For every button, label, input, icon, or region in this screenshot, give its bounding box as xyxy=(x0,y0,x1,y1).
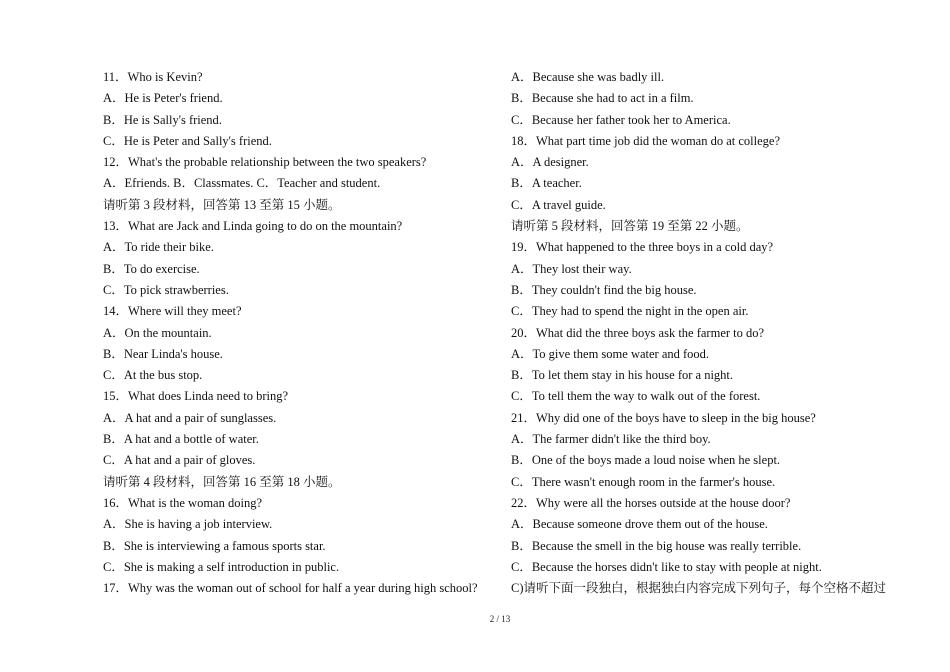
question-19: 19．What happened to the three boys in a cold day? xyxy=(511,240,774,255)
right-column xyxy=(511,67,931,599)
option-22-a: A．Because someone drove them out of the house. xyxy=(511,517,768,532)
option-15-c: C．A hat and a pair of gloves. xyxy=(103,453,256,468)
option-19-a: A．They lost their way. xyxy=(511,261,632,276)
option-13-c: C．To pick strawberries. xyxy=(103,282,229,297)
question-14: 14．Where will they meet? xyxy=(103,304,242,319)
option-18-c: C．A travel guide. xyxy=(511,197,606,212)
option-17-a: A．Because she was badly ill. xyxy=(511,70,665,84)
option-14-a: A．On the mountain. xyxy=(103,325,212,340)
question-17: 17．Why was the woman out of school for half a year during high school? xyxy=(103,581,478,596)
option-18-a: A．A designer. xyxy=(511,155,589,170)
option-16-a: A．She is having a job interview. xyxy=(103,517,273,532)
option-22-b: B．Because the smell in the big house was really terrible. xyxy=(511,538,802,553)
option-21-b: B．One of the boys made a loud noise when he slept. xyxy=(511,453,781,468)
question-15: 15．What does Linda need to bring? xyxy=(103,389,289,404)
option-14-b: B．Near Linda's house. xyxy=(103,346,223,361)
option-15-a: A．A hat and a pair of sunglasses. xyxy=(103,410,277,425)
section-instruction-c: C)请听下面一段独白，根据独白内容完成下列句子，每个空格不超过 xyxy=(511,581,887,596)
option-19-c: C．They had to spend the night in the open air. xyxy=(511,304,749,319)
option-20-c: C．To tell them the way to walk out of the forest. xyxy=(511,389,761,404)
option-20-a: A．To give them some water and food. xyxy=(511,346,710,361)
option-20-b: B．To let them stay in his house for a night. xyxy=(511,368,734,383)
option-17-b: B．Because she had to act in a film. xyxy=(511,91,694,106)
option-11-c: C．He is Peter and Sally's friend. xyxy=(103,133,272,148)
option-19-b: B．They couldn't find the big house. xyxy=(511,282,697,297)
option-15-b: B．A hat and a bottle of water. xyxy=(103,432,259,447)
question-18: 18．What part time job did the woman do at college? xyxy=(511,133,781,148)
section-instruction-3: 请听第 3 段材料，回答第 13 至第 15 小题。 xyxy=(103,197,341,212)
option-13-a: A．To ride their bike. xyxy=(103,240,214,255)
option-17-c: C．Because her father took her to America. xyxy=(511,112,731,127)
option-11-b: B．He is Sally's friend. xyxy=(103,112,222,127)
left-column xyxy=(103,67,503,599)
option-21-c: C．There wasn't enough room in the farmer's house. xyxy=(511,474,776,489)
options-12: A．Efriends. B．Classmates. C．Teacher and student. xyxy=(103,176,381,191)
option-16-b: B．She is interviewing a famous sports star. xyxy=(103,538,326,553)
option-13-b: B．To do exercise. xyxy=(103,261,200,276)
question-11: 11．Who is Kevin? xyxy=(103,70,203,84)
question-22: 22．Why were all the horses outside at the house door? xyxy=(511,495,791,510)
question-21: 21．Why did one of the boys have to sleep in the big house? xyxy=(511,410,816,425)
option-16-c: C．She is making a self introduction in public. xyxy=(103,559,340,574)
question-20: 20．What did the three boys ask the farmer to do? xyxy=(511,325,765,340)
question-12: 12．What's the probable relationship between the two speakers? xyxy=(103,155,427,170)
option-11-a: A．He is Peter's friend. xyxy=(103,91,223,106)
section-instruction-4: 请听第 4 段材料，回答第 16 至第 18 小题。 xyxy=(103,474,341,489)
option-22-c: C．Because the horses didn't like to stay with people at night. xyxy=(511,559,822,574)
page-number: 2 / 13 xyxy=(489,614,511,624)
option-18-b: B．A teacher. xyxy=(511,176,582,191)
option-14-c: C．At the bus stop. xyxy=(103,368,203,383)
question-13: 13．What are Jack and Linda going to do on the mountain? xyxy=(103,219,403,234)
question-16: 16．What is the woman doing? xyxy=(103,495,262,510)
section-instruction-5: 请听第 5 段材料，回答第 19 至第 22 小题。 xyxy=(511,219,749,234)
option-21-a: A．The farmer didn't like the third boy. xyxy=(511,432,711,447)
